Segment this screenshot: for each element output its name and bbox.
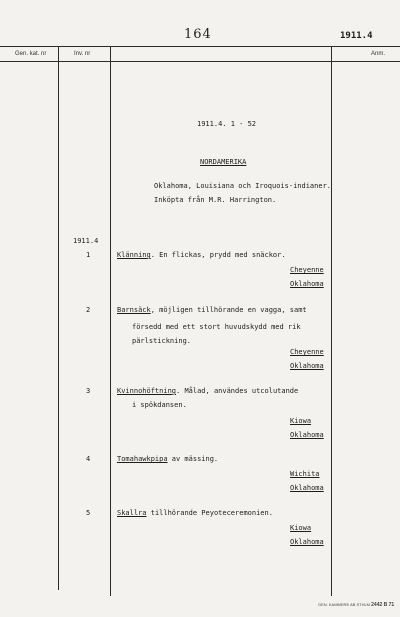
entry-place: Oklahoma: [290, 431, 324, 439]
entry-number: 1: [86, 251, 91, 259]
entry-place: Oklahoma: [290, 280, 324, 288]
entry-term: Skallra: [117, 509, 147, 517]
intro-acquisition: Inköpta från M.R. Harrington.: [154, 196, 277, 204]
header-top-rule: [0, 46, 400, 47]
entry-line-2: försedd med ett stort huvudskydd med rik pärlstickning.: [132, 323, 301, 345]
entry-description: . En flickas, prydd med snäckor.: [150, 251, 286, 259]
entry-description: tillhörande Peyoteceremonien.: [146, 509, 273, 517]
entry-description: , möjligen tillhörande en vagga, samt: [150, 306, 307, 314]
group-code: 1911.4: [73, 237, 99, 245]
catalog-code: 1911.4: [340, 31, 373, 41]
entry-term: Kvinnohöftning: [117, 387, 177, 395]
entry-tribe: Kiowa: [290, 417, 312, 425]
entry-description: av mässing.: [167, 455, 219, 463]
intro-subtitle: Oklahoma, Louisiana och Iroquois-indianer.: [154, 182, 332, 190]
entry-number: 2: [86, 306, 91, 314]
entry-tribe: Cheyenne: [290, 348, 324, 356]
entry-tribe: Cheyenne: [290, 266, 324, 274]
catalog-range: 1911.4. 1 - 52: [197, 120, 257, 128]
entry-line-2: i spökdansen.: [132, 401, 187, 409]
entry-tribe: Kiowa: [290, 524, 312, 532]
entry-number: 4: [86, 455, 91, 463]
entry-term: Klänning: [117, 251, 151, 259]
column-divider-anm: [331, 46, 332, 596]
page-number: 164: [184, 27, 212, 42]
entry-line-1: [117, 251, 286, 260]
entry-line-1: [117, 509, 273, 518]
footer-printer-name: GEN. KAMMERE AB STHLM: [318, 602, 371, 607]
entry-line-1: [117, 455, 218, 464]
footer-form-code: 2442 B 71: [371, 602, 395, 608]
entry-number: 3: [86, 387, 91, 395]
entry-tribe: Wichita: [290, 470, 320, 478]
entry-line-1: [117, 387, 298, 396]
column-divider-inv: [110, 46, 111, 596]
column-header-gen: Gen. kat. nr: [15, 51, 47, 57]
column-header-inv: Inv. nr: [74, 51, 91, 57]
column-divider-gen: [58, 46, 59, 590]
entry-place: Oklahoma: [290, 538, 324, 546]
header-bottom-rule: [0, 61, 400, 62]
entry-term: Barnsäck: [117, 306, 151, 314]
entry-line-1: [117, 306, 307, 315]
entry-number: 5: [86, 509, 91, 517]
entry-place: Oklahoma: [290, 362, 324, 370]
footer-printer: [318, 602, 394, 608]
region-heading: NORDAMERIKA: [200, 158, 247, 166]
entry-term: Tomahawkpipa: [117, 455, 168, 463]
entry-description: . Målad, användes utcolutande: [176, 387, 299, 395]
column-header-anm: Anm.: [371, 51, 386, 57]
entry-place: Oklahoma: [290, 484, 324, 492]
